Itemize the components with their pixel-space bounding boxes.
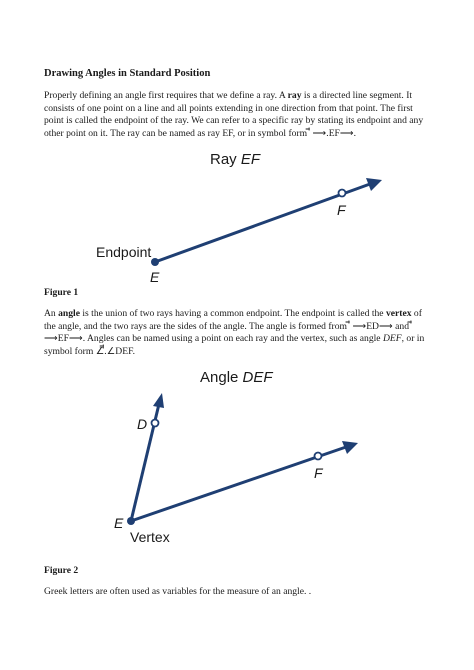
ray-line [155, 184, 370, 262]
section-heading: Drawing Angles in Standard Position [44, 68, 211, 79]
point-e-label: E [150, 269, 160, 285]
para2-text-1: An [44, 308, 59, 319]
figure1-caption: Figure 1 [44, 287, 79, 298]
endpoint-e-dot [151, 258, 159, 266]
figure2-title: Angle DEF [200, 369, 273, 386]
term-ray: ray [287, 90, 302, 101]
para2-text-5: . Angles can be named using a point on each ray and the vertex, such as angle [82, 333, 383, 345]
figure1-title: Ray EF [210, 151, 261, 168]
figure2-caption: Figure 2 [44, 565, 79, 576]
para1-text-2: is a directed line segment. It consists of one point on a line and all points extending in one direction from that point. The first point is called the endpoint of the ray. We can refer to a specific ray by stating its endpoint and any other point on it. The ray can be named as ray EF, or in symbol form [44, 90, 424, 139]
point-e-label: E [114, 515, 124, 531]
paragraph-ray-definition [44, 90, 432, 140]
ray-diagram [0, 146, 474, 286]
point-f-dot [339, 190, 346, 197]
endpoint-label: Endpoint [96, 244, 152, 260]
para1-text-1: Properly defining an angle first requires that we define a ray. A [44, 90, 288, 101]
vertex-e-dot [127, 517, 135, 525]
point-f-label: F [337, 202, 346, 218]
point-d-dot [152, 420, 159, 427]
ray-ed-symbol: ⃗⃗ ⟶ED⟶ [350, 320, 393, 332]
figure-ray-ef [0, 146, 474, 286]
para2-text-2: is the union of two rays having a common endpoint. The endpoint is called the [79, 308, 386, 319]
ray-ef-line [131, 447, 346, 521]
angle-name-def: DEF [382, 333, 402, 345]
point-f-dot [315, 453, 322, 460]
para2-text-6: , or in symbol form [44, 333, 425, 357]
figure-angle-def [0, 366, 474, 556]
para2-text-4: and [392, 320, 413, 332]
paragraph-greek-letters: Greek letters are often used as variables for the measure of an angle. . [44, 586, 312, 597]
point-f-label: F [314, 465, 323, 481]
paragraph-angle-definition [44, 308, 432, 358]
point-d-label: D [137, 416, 148, 432]
ray-symbol: ⃗⃗ ⟶.EF⟶. [310, 127, 357, 139]
term-vertex: vertex [385, 308, 412, 319]
ray-ef-symbol: ⟶EF⟶ [44, 333, 83, 345]
para2-text-3: of the angle, and the two rays are the sides of the angle. The angle is formed from [44, 308, 422, 332]
angle-symbol: ∠⃗⃗⃗.∠DEF. [95, 345, 136, 357]
ray-ed-arrowhead [153, 393, 164, 408]
vertex-label: Vertex [130, 529, 170, 545]
term-angle: angle [58, 308, 80, 319]
angle-diagram [0, 366, 474, 556]
